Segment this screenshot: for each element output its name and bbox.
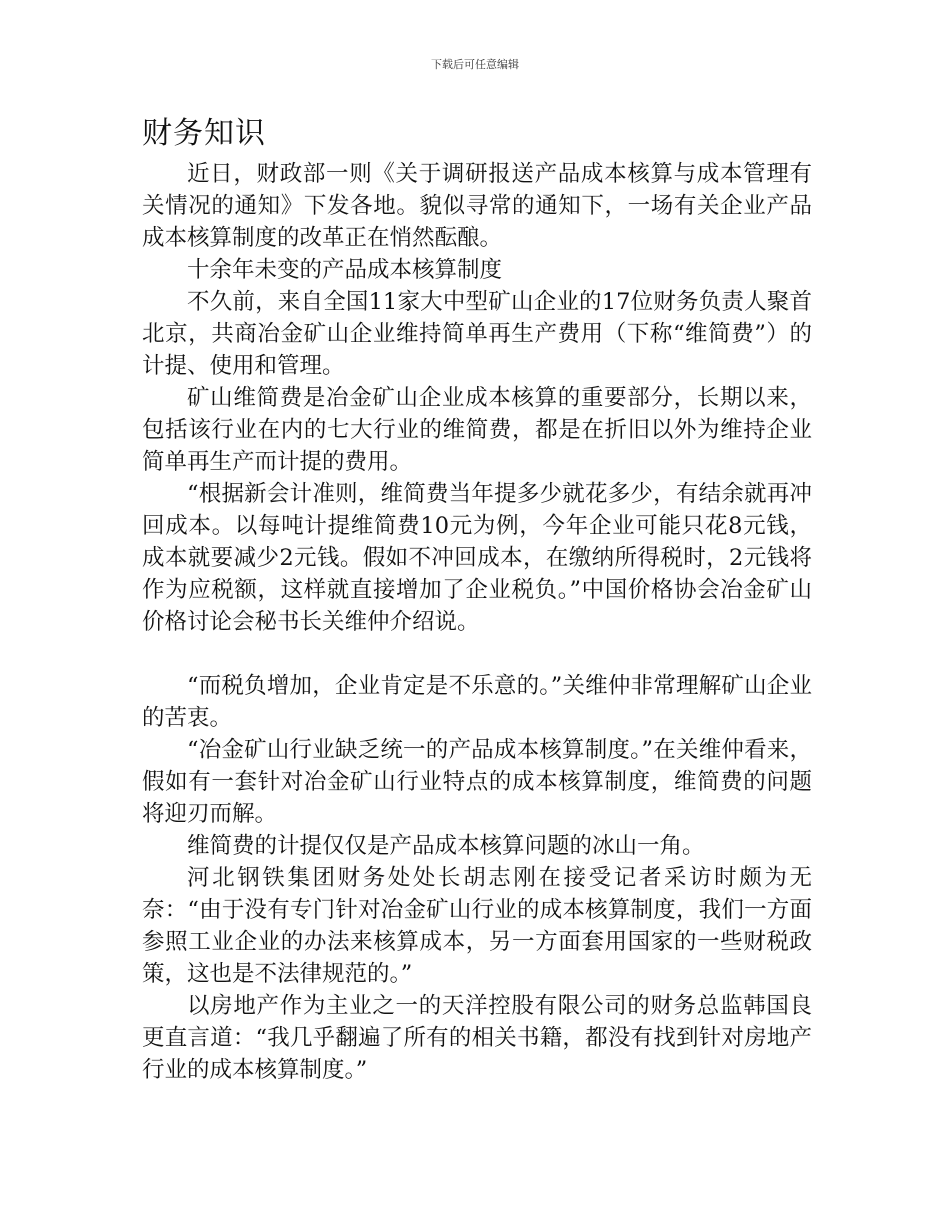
- paragraph-8: 河北钢铁集团财务处处长胡志刚在接受记者采访时颇为无奈：“由于没有专门针对冶金矿山行业的成本核算制度，我们一方面参照工业企业的办法来核算成本，另一方面套用国家的一些财税政策，这也是不法律规范的。”: [142, 865, 812, 987]
- paragraph-6: “冶金矿山行业缺乏统一的产品成本核算制度。”在关维仲看来，假如有一套针对冶金矿山行业特点的成本核算制度，维简费的问题将迎刃而解。: [142, 737, 812, 827]
- document-body: [142, 158, 812, 1086]
- paragraph-9: 以房地产作为主业之一的天洋控股有限公司的财务总监韩国良更直言道：“我几乎翻遍了所有的相关书籍，都没有找到针对房地产行业的成本核算制度。”: [142, 993, 812, 1083]
- section-heading: 十余年未变的产品成本核算制度: [187, 257, 503, 283]
- paragraph-5: “而税负增加，企业肯定是不乐意的。”关维仲非常理解矿山企业的苦衷。: [142, 673, 812, 731]
- paragraph-3: 矿山维简费是冶金矿山企业成本核算的重要部分，长期以来，包括该行业在内的七大行业的维简费，都是在折旧以外为维持企业简单再生产而计提的费用。: [142, 385, 812, 475]
- paragraph-4: “根据新会计准则，维简费当年提多少就花多少，有结余就再冲回成本。以每吨计提维简费10元为例，今年企业可能只花8元钱，成本就要减少2元钱。假如不冲回成本，在缴纳所得税时，2元钱将作为应税额，这样就直接增加了企业税负。”中国价格协会冶金矿山价格讨论会秘书长关维仲介绍说。: [142, 481, 812, 635]
- paragraph-2: 不久前，来自全国11家大中型矿山企业的17位财务负责人聚首北京，共商冶金矿山企业维持简单再生产费用（下称“维简费”）的计提、使用和管理。: [142, 289, 812, 379]
- page-header-note: 下载后可任意编辑: [431, 58, 519, 71]
- paragraph-1: 近日，财政部一则《关于调研报送产品成本核算与成本管理有关情况的通知》下发各地。貌似寻常的通知下，一场有关企业产品成本核算制度的改革正在悄然酝酿。: [142, 161, 812, 251]
- paragraph-7: 维简费的计提仅仅是产品成本核算问题的冰山一角。: [187, 833, 705, 859]
- document-title: 财务知识: [142, 116, 266, 151]
